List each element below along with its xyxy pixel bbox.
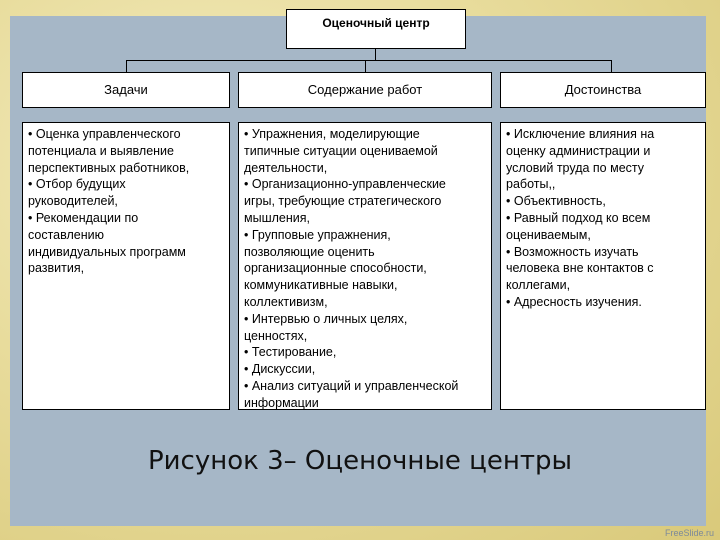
column-content-work: • Упражнения, моделирующие типичные ситуации оцениваемой деятельности, • Организационно-управленческие игры, требующие стратегического мышления, • Групповые упражнения, позволяющие оценить организационные способности, коммуникативные навыки, коллективизм, • Интервью о личных целях, ценностях, • Тестирование, • Дискуссии, • Анализ ситуаций и управленческой информации	[238, 122, 492, 410]
column-header-content: Содержание работ	[238, 72, 492, 108]
column-header-tasks: Задачи	[22, 72, 230, 108]
figure-caption: Рисунок 3– Оценочные центры	[147, 446, 573, 476]
connector-col1	[126, 60, 127, 72]
column-content-tasks: • Оценка управленческого потенциала и выявление перспективных работников, • Отбор будущих руководителей, • Рекомендации по составлению индивидуальных программ развития,	[22, 122, 230, 410]
connector-horizontal	[126, 60, 612, 61]
column-content-advantages: • Исключение влияния на оценку администрации и условий труда по месту работы,, • Объективность, • Равный подход ко всем оцениваемым, • Возможность изучать человека вне контактов с коллегами, • Адресность изучения.	[500, 122, 706, 410]
root-node: Оценочный центр	[286, 9, 466, 49]
connector-col3	[611, 60, 612, 72]
watermark-text: FreeSlide.ru	[664, 528, 714, 538]
column-header-advantages: Достоинства	[500, 72, 706, 108]
connector-col2	[365, 60, 366, 72]
